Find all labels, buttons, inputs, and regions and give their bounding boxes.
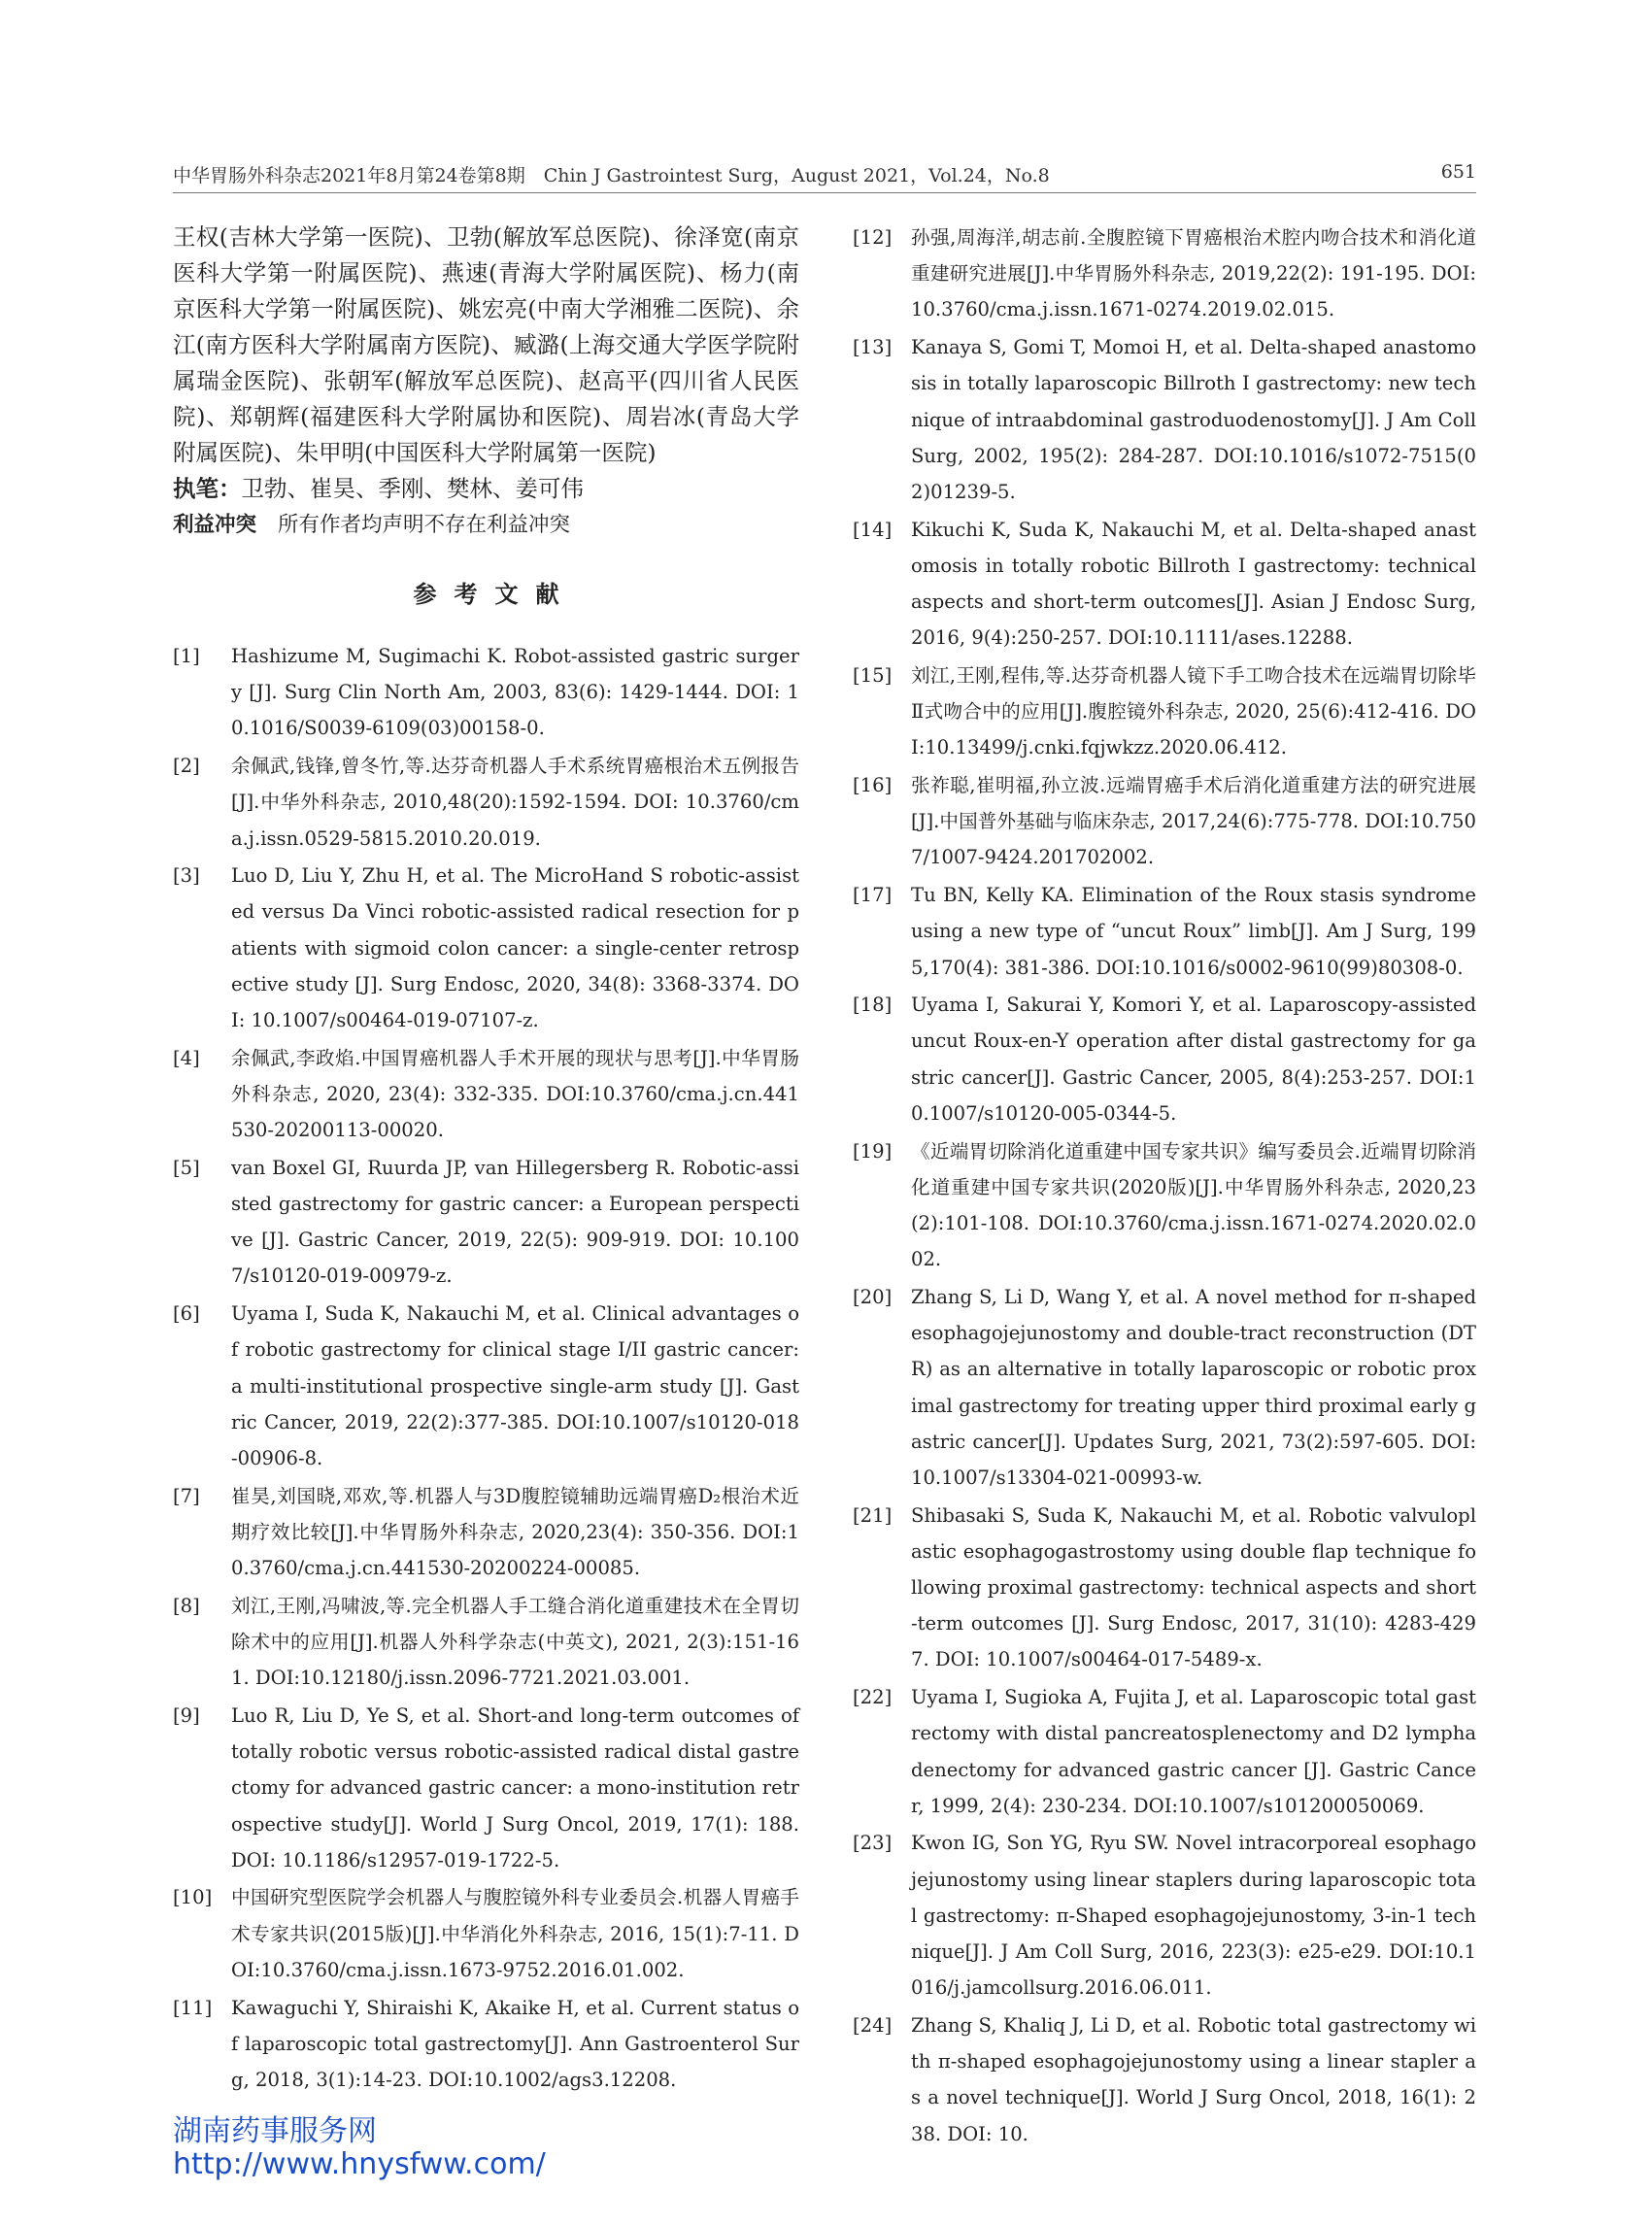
- reference-number: [2]: [173, 755, 200, 778]
- reference-number: [14]: [853, 518, 893, 541]
- references-heading: 参考文献: [413, 580, 577, 608]
- reference-text: Kwon IG, Son YG, Ryu SW. Novel intracorporeal esophagojejunostomy using linear staplers during laparoscopic total gastrectomy: π-Shaped esophagojejunostomy, 3-in-1 technique[J]. J Am Coll Surg, 2016, 223(3): e25-e29. DOI:10.1016/j.jamcollsurg.2016.06.011.: [911, 1832, 1476, 2000]
- reference-text: 刘江,王刚,冯啸波,等.完全机器人手工缝合消化道重建技术在全胃切除术中的应用[J].机器人外科学杂志(中英文), 2021, 2(3):151-161. DOI:10.12180/j.issn.2096-7721.2021.03.001.: [231, 1594, 799, 1690]
- reference-number: [10]: [173, 1886, 213, 1909]
- reference-item: [173, 1588, 799, 1697]
- watermark-url[interactable]: http://www.hnysfww.com/: [173, 2147, 546, 2181]
- writers-label: 执笔：: [173, 475, 242, 502]
- reference-number: [9]: [173, 1703, 200, 1727]
- reference-number: [11]: [173, 1996, 213, 2019]
- reference-text: Luo D, Liu Y, Zhu H, et al. The MicroHand S robotic-assisted versus Da Vinci robotic-assisted radical resection for patients with sigmoid colon cancer: a single-center retrospective study [J]. Surg Endosc, 2020, 34(8): 3368-3374. DOI: 10.1007/s00464-019-07107-z.: [231, 864, 799, 1032]
- reference-text: Luo R, Liu D, Ye S, et al. Short-and long-term outcomes of totally robotic versus robotic-assisted radical distal gastrectomy for advanced gastric cancer: a mono-institution retrospective study[J]. World J Surg Oncol, 2019, 17(1): 188. DOI: 10.1186/s12957-019-1722-5.: [231, 1703, 799, 1871]
- coi-text: 所有作者均声明不存在利益冲突: [278, 513, 571, 537]
- reference-item: [853, 1133, 1476, 1278]
- reference-number: [15]: [853, 663, 893, 687]
- reference-text: Kikuchi K, Suda K, Nakauchi M, et al. Delta-shaped anastomosis in totally robotic Billroth I gastrectomy: technical aspects and short-term outcomes[J]. Asian J Endosc Surg, 2016, 9(4):250-257. DOI:10.1111/ases.12288.: [911, 518, 1476, 650]
- reference-text: 张祚聪,崔明福,孙立波.远端胃癌手术后消化道重建方法的研究进展[J].中国普外基础与临床杂志, 2017,24(6):775-778. DOI:10.7507/1007-9424.201702002.: [911, 774, 1476, 869]
- reference-item: [173, 1879, 799, 1988]
- reference-text: 刘江,王刚,程伟,等.达芬奇机器人镜下手工吻合技术在远端胃切除毕Ⅱ式吻合中的应用[J].腹腔镜外科杂志, 2020, 25(6):412-416. DOI:10.13499/j.cnki.fqjwkzz.2020.06.412.: [911, 663, 1476, 759]
- reference-number: [24]: [853, 2013, 893, 2037]
- reference-item: [173, 1698, 799, 1878]
- reference-number: [3]: [173, 864, 200, 888]
- reference-number: [20]: [853, 1285, 893, 1308]
- reference-item: [853, 219, 1476, 328]
- reference-number: [4]: [173, 1046, 200, 1069]
- reference-text: Uyama I, Sakurai Y, Komori Y, et al. Laparoscopy-assisted uncut Roux-en-Y operation after distal gastrectomy for gastric cancer[J]. Gastric Cancer, 2005, 8(4):253-257. DOI:10.1007/s10120-005-0344-5.: [911, 994, 1476, 1125]
- reference-text: Hashizume M, Sugimachi K. Robot-assisted gastric surgery [J]. Surg Clin North Am, 2003, 83(6): 1429-1444. DOI: 10.1016/S0039-6109(03)00158-0.: [231, 645, 799, 740]
- reference-text: Uyama I, Sugioka A, Fujita J, et al. Laparoscopic total gastrectomy with distal pancreatosplenectomy and D2 lymphadenectomy for advanced gastric cancer [J]. Gastric Cancer, 1999, 2(4): 230-234. DOI:10.1007/s101200050069.: [911, 1686, 1476, 1817]
- reference-number: [21]: [853, 1503, 893, 1527]
- left-column: [173, 219, 799, 2100]
- reference-item: [853, 657, 1476, 766]
- reference-number: [5]: [173, 1156, 200, 1179]
- author-list: 王权(吉林大学第一医院)、卫勃(解放军总医院)、徐泽宽(南京医科大学第一附属医院)、燕速(青海大学附属医院)、杨力(南京医科大学第一附属医院)、姚宏亮(中南大学湘雅二医院)、余江(南方医科大学附属南方医院)、臧潞(上海交通大学医学院附属瑞金医院)、张朝军(解放军总医院)、赵高平(四川省人民医院)、郑朝辉(福建医科大学附属协和医院)、周岩冰(青岛大学附属医院)、朱甲明(中国医科大学附属第一医院): [173, 223, 799, 466]
- reference-number: [16]: [853, 774, 893, 797]
- reference-item: [173, 638, 799, 747]
- watermark: [173, 2115, 546, 2181]
- reference-list-right: [853, 219, 1476, 2152]
- right-column: [853, 219, 1476, 2153]
- reference-item: [853, 767, 1476, 876]
- reference-text: 《近端胃切除消化道重建中国专家共识》编写委员会.近端胃切除消化道重建中国专家共识(2020版)[J].中华胃肠外科杂志, 2020,23(2):101-108. DOI:10.3760/cma.j.issn.1671-0274.2020.02.002.: [911, 1139, 1476, 1271]
- reference-number: [8]: [173, 1594, 200, 1617]
- reference-text: 余佩武,李政焰.中国胃癌机器人手术开展的现状与思考[J].中华胃肠外科杂志, 2020, 23(4): 332-335. DOI:10.3760/cma.j.cn.441530-20200113-00020.: [231, 1046, 799, 1142]
- reference-text: Zhang S, Khaliq J, Li D, et al. Robotic total gastrectomy with π-shaped esophagojejunostomy using a linear stapler as a novel technique[J]. World J Surg Oncol, 2018, 16(1): 238. DOI: 10.: [911, 2013, 1476, 2145]
- reference-text: 孙强,周海洋,胡志前.全腹腔镜下胃癌根治术腔内吻合技术和消化道重建研究进展[J].中华胃肠外科杂志, 2019,22(2): 191-195. DOI:10.3760/cma.j.issn.1671-0274.2019.02.015.: [911, 226, 1476, 321]
- reference-number: [13]: [853, 336, 893, 359]
- reference-text: Zhang S, Li D, Wang Y, et al. A novel method for π-shaped esophagojejunostomy and double-tract reconstruction (DTR) as an alternative in totally laparoscopic or robotic proximal gastrectomy for treating upper third proximal early gastric cancer[J]. Updates Surg, 2021, 73(2):597-605. DOI: 10.1007/s13304-021-00993-w.: [911, 1285, 1476, 1489]
- header-rule: [173, 192, 1476, 193]
- reference-text: Kawaguchi Y, Shiraishi K, Akaike H, et al. Current status of laparoscopic total gastrectomy[J]. Ann Gastroenterol Surg, 2018, 3(1):14-23. DOI:10.1002/ags3.12208.: [231, 1996, 799, 2091]
- reference-text: 中国研究型医院学会机器人与腹腔镜外科专业委员会.机器人胃癌手术专家共识(2015版)[J].中华消化外科杂志, 2016, 15(1):7-11. DOI:10.3760/cma.j.issn.1673-9752.2016.01.002.: [231, 1886, 799, 1981]
- journal-citation: 中华胃肠外科杂志2021年8月第24卷第8期 Chin J Gastrointest Surg，August 2021，Vol.24，No.8: [173, 165, 1050, 186]
- reference-item: [853, 877, 1476, 986]
- reference-item: [853, 1279, 1476, 1496]
- reference-item: [853, 987, 1476, 1131]
- reference-item: [853, 1498, 1476, 1678]
- reference-number: [6]: [173, 1302, 200, 1326]
- reference-text: Kanaya S, Gomi T, Momoi H, et al. Delta-shaped anastomosis in totally laparoscopic Billroth I gastrectomy: new technique of intraabdominal gastroduodenostomy[J]. J Am Coll Surg, 2002, 195(2): 284-287. DOI:10.1016/s1072-7515(02)01239-5.: [911, 336, 1476, 503]
- reference-item: [853, 329, 1476, 510]
- reference-text: Uyama I, Suda K, Nakauchi M, et al. Clinical advantages of robotic gastrectomy for clinical stage I/II gastric cancer: a multi-institutional prospective single-arm study [J]. Gastric Cancer, 2019, 22(2):377-385. DOI:10.1007/s10120-018-00906-8.: [231, 1302, 799, 1469]
- reference-text: Tu BN, Kelly KA. Elimination of the Roux stasis syndrome using a new type of “uncut Roux” limb[J]. Am J Surg, 1995,170(4): 381-386. DOI:10.1016/s0002-9610(99)80308-0.: [911, 884, 1476, 979]
- reference-text: Shibasaki S, Suda K, Nakauchi M, et al. Robotic valvuloplastic esophagogastrostomy using double flap technique following proximal gastrectomy: technical aspects and short-term outcomes [J]. Surg Endosc, 2017, 31(10): 4283-4297. DOI: 10.1007/s00464-017-5489-x.: [911, 1503, 1476, 1671]
- reference-number: [1]: [173, 645, 200, 667]
- reference-item: [173, 1990, 799, 2099]
- reference-number: [23]: [853, 1832, 893, 1855]
- reference-item: [173, 858, 799, 1038]
- reference-item: [173, 1296, 799, 1476]
- reference-number: [22]: [853, 1686, 893, 1709]
- reference-item: [853, 512, 1476, 657]
- reference-number: [19]: [853, 1139, 893, 1163]
- reference-item: [853, 1679, 1476, 1824]
- reference-number: [17]: [853, 884, 893, 907]
- conflict-of-interest: [173, 507, 799, 544]
- page-number: 651: [1440, 161, 1476, 183]
- reference-item: [173, 1150, 799, 1295]
- writers-names: 卫勃、崔昊、季刚、樊林、姜可伟: [241, 475, 584, 502]
- watermark-name: 湖南药事服务网: [173, 2114, 377, 2148]
- reference-number: [7]: [173, 1484, 200, 1507]
- reference-item: [173, 748, 799, 857]
- reference-item: [853, 2007, 1476, 2152]
- reference-list-left: [173, 638, 799, 2098]
- writers-line: [173, 471, 799, 507]
- reference-item: [173, 1478, 799, 1587]
- reference-item: [853, 1825, 1476, 2006]
- reference-item: [173, 1040, 799, 1149]
- coi-label: 利益冲突: [173, 513, 257, 537]
- reference-text: 崔昊,刘国晓,邓欢,等.机器人与3D腹腔镜辅助远端胃癌D₂根治术近期疗效比较[J].中华胃肠外科杂志, 2020,23(4): 350-356. DOI:10.3760/cma.j.cn.441530-20200224-00085.: [231, 1484, 799, 1580]
- reference-number: [12]: [853, 226, 893, 249]
- reference-number: [18]: [853, 994, 893, 1017]
- reference-text: van Boxel GI, Ruurda JP, van Hillegersberg R. Robotic-assisted gastrectomy for gastric cancer: a European perspective [J]. Gastric Cancer, 2019, 22(5): 909-919. DOI: 10.1007/s10120-019-00979-z.: [231, 1156, 799, 1288]
- reference-text: 余佩武,钱锋,曾冬竹,等.达芬奇机器人手术系统胃癌根治术五例报告[J].中华外科杂志, 2010,48(20):1592-1594. DOI: 10.3760/cma.j.issn.0529-5815.2010.20.019.: [231, 755, 799, 850]
